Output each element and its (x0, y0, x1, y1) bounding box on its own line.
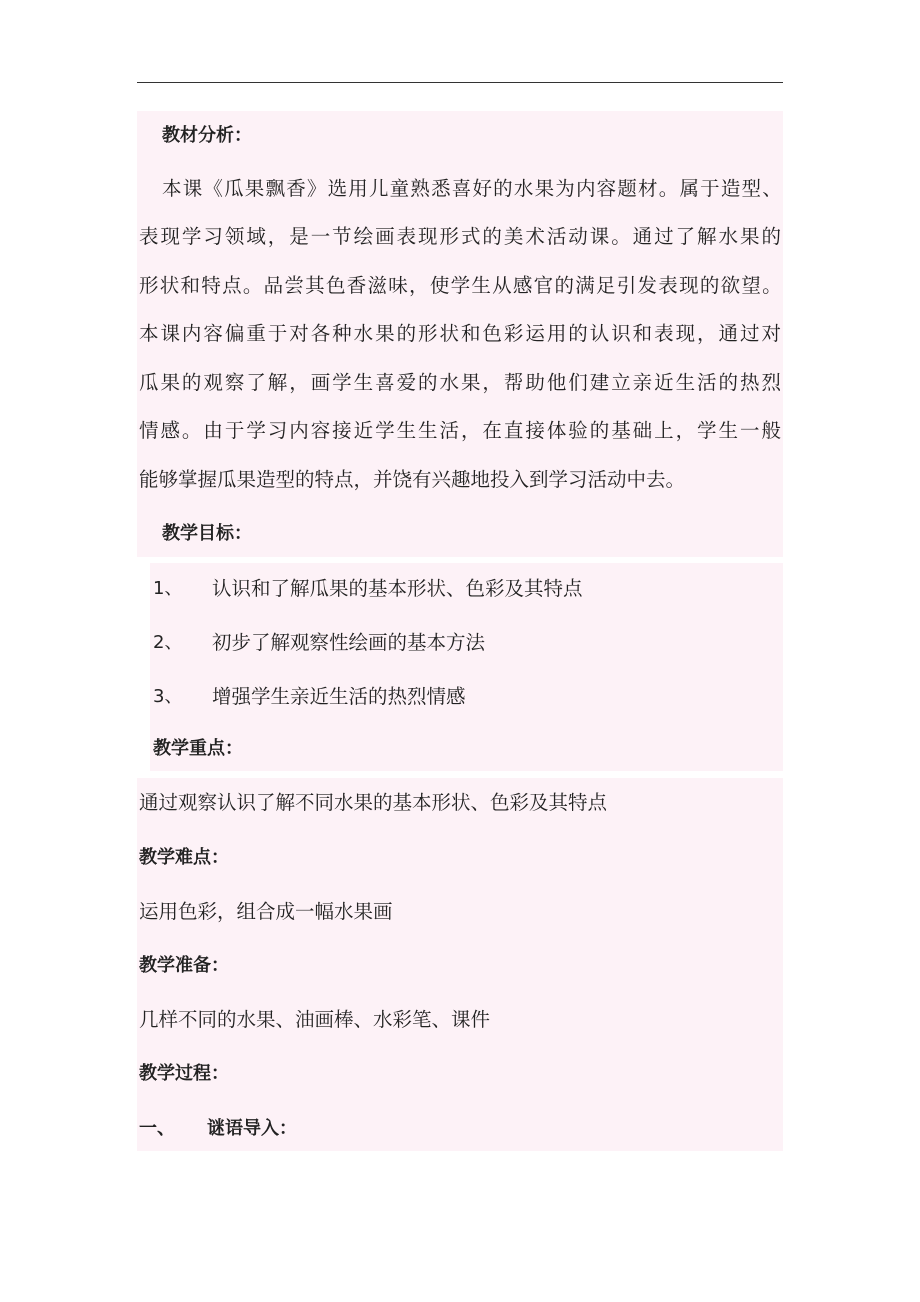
analysis-line-1: 本课《瓜果飘香》选用儿童熟悉喜好的水果为内容题材。属于造型、 (162, 177, 783, 200)
key-points-heading: 教学重点： (153, 738, 243, 759)
header-rule (137, 82, 783, 83)
analysis-line-3: 形状和特点。品尝其色香滋味，使学生从感官的满足引发表现的欲望。 (139, 274, 783, 297)
objective-text: 增强学生亲近生活的热烈情感 (212, 685, 466, 708)
objective-text: 初步了解观察性绘画的基本方法 (212, 631, 486, 654)
analysis-line-5: 瓜果的观察了解，画学生喜爱的水果，帮助他们建立亲近生活的热烈 (139, 371, 783, 394)
preparation-text: 几样不同的水果、油画棒、水彩笔、课件 (139, 1008, 491, 1031)
objective-number: 1、 (153, 578, 183, 599)
objective-text: 认识和了解瓜果的基本形状、色彩及其特点 (212, 577, 583, 600)
analysis-line-7: 能够掌握瓜果造型的特点，并饶有兴趣地投入到学习活动中去。 (139, 468, 686, 491)
difficulties-text: 运用色彩，组合成一幅水果画 (139, 900, 393, 923)
difficulties-heading: 教学难点： (139, 847, 229, 868)
objective-number: 2、 (153, 632, 183, 653)
analysis-heading: 教材分析： (162, 125, 252, 146)
process-step-title: 谜语导入： (207, 1118, 297, 1139)
preparation-heading: 教学准备： (139, 955, 229, 976)
process-step-number: 一、 (139, 1118, 175, 1139)
key-points-text: 通过观察认识了解不同水果的基本形状、色彩及其特点 (139, 791, 608, 814)
analysis-line-6: 情感。由于学习内容接近学生生活，在直接体验的基础上，学生一般 (139, 419, 783, 442)
objective-number: 3、 (153, 686, 183, 707)
analysis-line-2: 表现学习领域，是一节绘画表现形式的美术活动课。通过了解水果的 (139, 225, 783, 248)
objectives-heading: 教学目标： (162, 523, 252, 544)
process-heading: 教学过程： (139, 1063, 229, 1084)
details-section (137, 778, 783, 1151)
analysis-line-4: 本课内容偏重于对各种水果的形状和色彩运用的认识和表现，通过对 (139, 322, 783, 345)
